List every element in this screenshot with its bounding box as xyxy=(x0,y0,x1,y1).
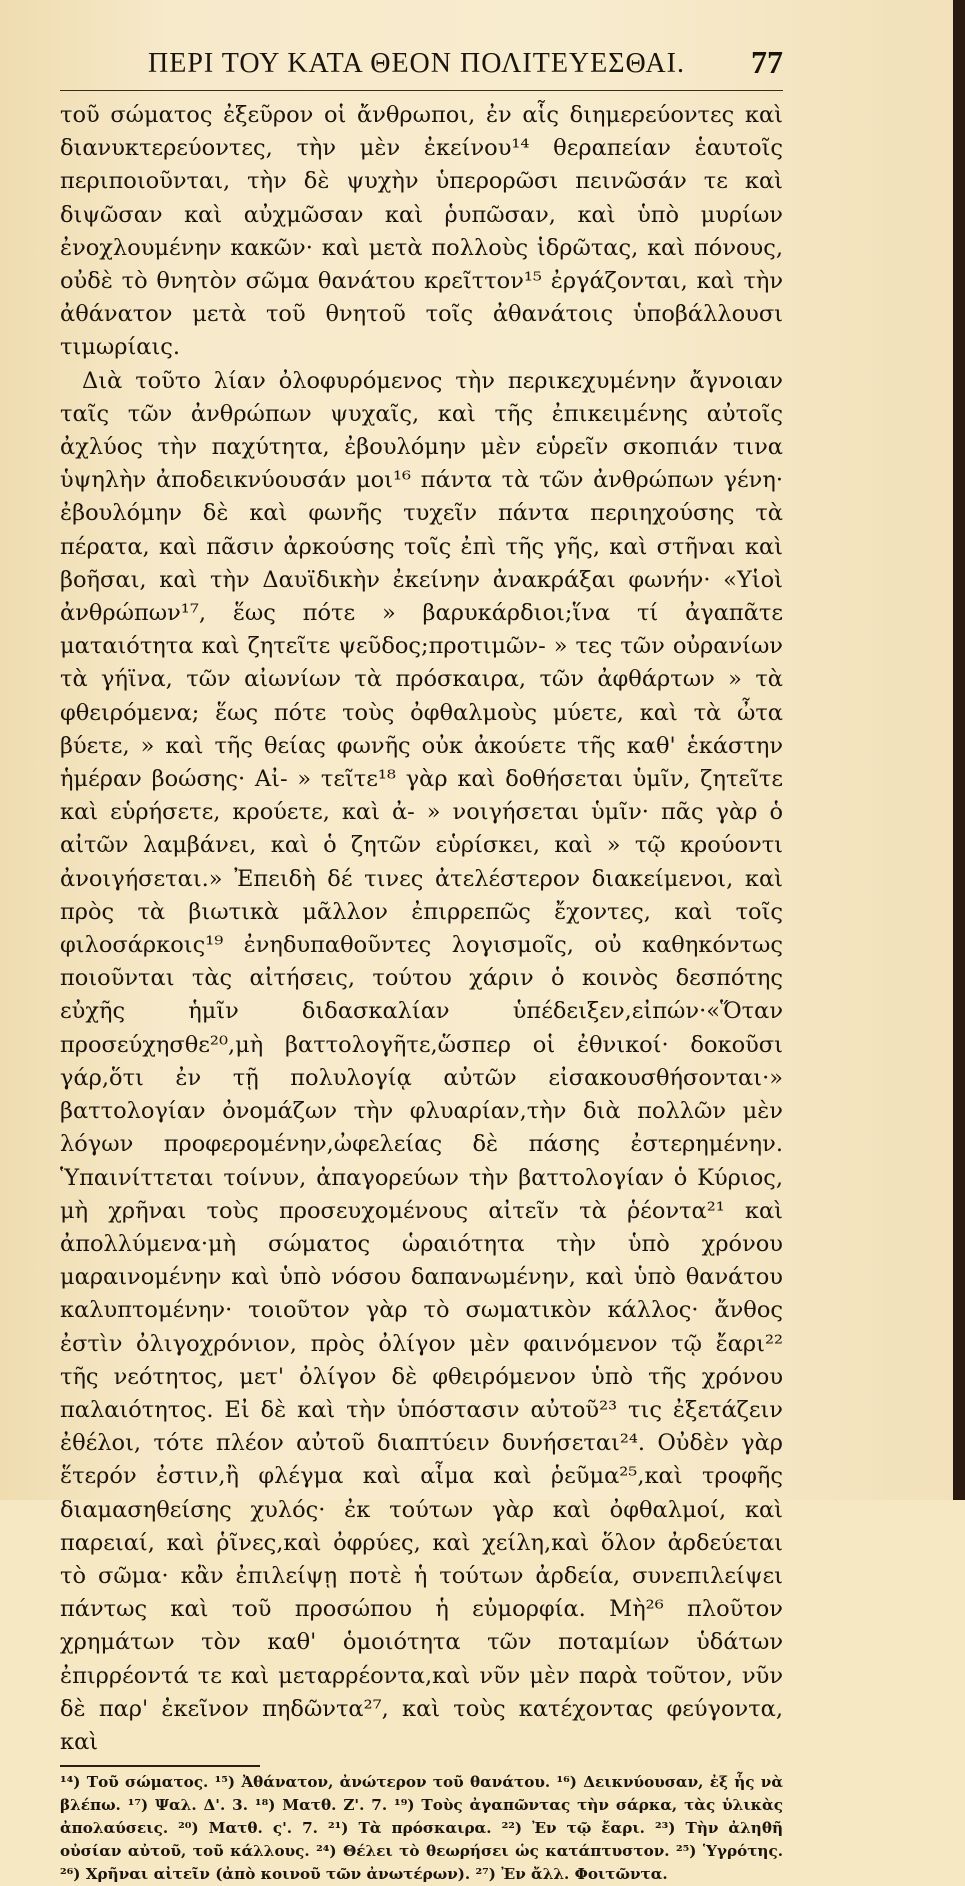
page-header xyxy=(60,38,783,91)
footnotes: ¹⁴) Τοῦ σώματος. ¹⁵) Ἀθάνατον, ἀνώτερον τοῦ θανάτου. ¹⁶) Δεικνύουσαν, ἐξ ἧς νὰ βλέπω. ¹⁷) Ψαλ. Δ'. 3. ¹⁸) Ματθ. Ζ'. 7. ¹⁹) Τοὺς ἀγαπῶντας τὴν σάρκα, τὰς ὑλικὰς ἀπολαύσεις. ²⁰) Ματθ. ς'. 7. ²¹) Τὰ πρόσκαιρα. ²²) Ἐν τῷ ἔαρι. ²³) Τὴν ἀληθῆ οὐσίαν αὐτοῦ, τοῦ κάλλους. ²⁴) Θέλει τὸ θεωρήσει ὡς κατάπτυστον. ²⁵) Ὑγρότης. ²⁶) Χρῆναι αἰτεῖν (ἀπὸ κοινοῦ τῶν ἀνωτέρων). ²⁷) Ἐν ἄλλ. Φοιτῶντα. xyxy=(60,1773,783,1884)
book-spine-edge xyxy=(953,0,965,1500)
paragraph-2: Διὰ τοῦτο λίαν ὀλοφυρόμενος τὴν περικεχυμένην ἄγνοιαν ταῖς τῶν ἀνθρώπων ψυχαῖς, καὶ τῆς ἐπικειμένης αὐτοῖς ἀχλύος τὴν παχύτητα, ἐβουλόμην μὲν εὑρεῖν σκοπιάν τινα ὑψηλὴν ἀποδεικνύουσάν μοι¹⁶ πάντα τὰ τῶν ἀνθρώπων γένη· ἐβουλόμην δὲ καὶ φωνῆς τυχεῖν πάντα περιηχούσης τὰ πέρατα, καὶ πᾶσιν ἀρκούσης τοῖς ἐπὶ τῆς γῆς, καὶ στῆναι καὶ βοῆσαι, καὶ τὴν Δαυϊδικὴν ἐκείνην ἀνακράξαι φωνήν· «Υἱοὶ ἀνθρώπων¹⁷, ἕως πότε » βαρυκάρδιοι;ἵνα τί ἀγαπᾶτε ματαιότητα καὶ ζητεῖτε ψεῦδος;προτιμῶν- » τες τῶν οὐρανίων τὰ γήϊνα, τῶν αἰωνίων τὰ πρόσκαιρα, τῶν ἀφθάρτων » τὰ φθειρόμενα; ἕως πότε τοὺς ὀφθαλμοὺς μύετε, καὶ τὰ ὦτα βύετε, » καὶ τῆς θείας φωνῆς οὐκ ἀκούετε τῆς καθ' ἑκάστην ἡμέραν βοώσης· Αἰ- » τεῖτε¹⁸ γὰρ καὶ δοθήσεται ὑμῖν, ζητεῖτε καὶ εὑρήσετε, κρούετε, καὶ ἀ- » νοιγήσεται ὑμῖν· πᾶς γὰρ ὁ αἰτῶν λαμβάνει, καὶ ὁ ζητῶν εὑρίσκει, καὶ » τῷ κρούοντι ἀνοιγήσεται.» Ἐπειδὴ δέ τινες ἀτελέστερον διακείμενοι, καὶ πρὸς τὰ βιωτικὰ μᾶλλον ἐπιρρεπῶς ἔχοντες, καὶ τοῖς φιλοσάρκοις¹⁹ ἐνηδυπαθοῦντες λογισμοῖς, οὐ καθηκόντως ποιοῦνται τὰς αἰτήσεις, τούτου χάριν ὁ κοινὸς δεσπότης εὐχῆς ἡμῖν διδασκαλίαν ὑπέδειξεν,εἰπών·«Ὅταν προσεύχησθε²⁰,μὴ βαττολογῆτε,ὥσπερ οἱ ἐθνικοί· δοκοῦσι γάρ,ὅτι ἐν τῇ πολυλογίᾳ αὐτῶν εἰσακουσθήσονται·» βαττολογίαν ὀνομάζων τὴν φλυαρίαν,τὴν διὰ πολλῶν μὲν λόγων προφερομένην,ὠφελείας δὲ πάσης ἐστερημένην. Ὑπαινίττεται τοίνυν, ἀπαγορεύων τὴν βαττολογίαν ὁ Κύριος, μὴ χρῆναι τοὺς προσευχομένους αἰτεῖν τὰ ῥέοντα²¹ καὶ ἀπολλύμενα·μὴ σώματος ὡραιότητα τὴν ὑπὸ χρόνου μαραινομένην καὶ ὑπὸ νόσου δαπανωμένην, καὶ ὑπὸ θανάτου καλυπτομένην· τοιοῦτον γὰρ τὸ σωματικὸν κάλλος· ἄνθος ἐστὶν ὀλιγοχρόνιον, πρὸς ὀλίγον μὲν φαινόμενον τῷ ἔαρι²² τῆς νεότητος, μετ' ὀλίγον δὲ φθειρόμενον ὑπὸ τῆς χρόνου παλαιότητος. Εἰ δὲ καὶ τὴν ὑπόστασιν αὐτοῦ²³ τις ἐξετάζειν ἐθέλοι, τότε πλέον αὐτοῦ διαπτύειν δυνήσεται²⁴. Οὐδὲν γὰρ ἕτερόν ἐστιν,ἢ φλέγμα καὶ αἷμα καὶ ῥεῦμα²⁵,καὶ τροφῆς διαμασηθείσης χυλός· ἐκ τούτων γὰρ καὶ ὀφθαλμοί, καὶ παρειαί, καὶ ῥῖνες,καὶ ὀφρύες, καὶ χείλη,καὶ ὅλον ἀρδεύεται τὸ σῶμα· κἂν ἐπιλείψῃ ποτὲ ἡ τούτων ἀρδεία, συνεπιλείψει πάντως καὶ τοῦ προσώπου ἡ εὐμορφία. Μὴ²⁶ πλοῦτον χρημάτων τὸν καθ' ὁμοιότητα τῶν ποταμίων ὑδάτων ἐπιρρέοντά τε καὶ μεταρρέοντα,καὶ νῦν μὲν παρὰ τοῦτον, νῦν δὲ παρ' ἐκεῖνον πηδῶντα²⁷, καὶ τοὺς κατέχοντας φεύγοντα, καὶ xyxy=(60,367,783,1755)
running-head: ΠΕΡΙ ΤΟΥ ΚΑΤΑ ΘΕΟΝ ΠΟΛΙΤΕΥΕΣΘΑΙ. xyxy=(148,48,685,79)
body-text xyxy=(60,99,783,1759)
footnote-rule xyxy=(60,1765,260,1767)
paragraph-1: τοῦ σώματος ἐξεῦρον οἱ ἄνθρωποι, ἐν αἷς διημερεύοντες καὶ διανυκτερεύοντες, τὴν μὲν ἐκείνου¹⁴ θεραπείαν ἑαυτοῖς περιποιοῦνται, τὴν δὲ ψυχὴν ὑπερορῶσι πεινῶσάν τε καὶ διψῶσαν καὶ αὐχμῶσαν καὶ ῥυπῶσαν, καὶ ὑπὸ μυρίων ἐνοχλουμένην κακῶν· καὶ μετὰ πολλοὺς ἱδρῶτας, καὶ πόνους, οὐδὲ τὸ θνητὸν σῶμα θανάτου κρεῖττον¹⁵ ἐργάζονται, καὶ τὴν ἀθάνατον μετὰ τοῦ θνητοῦ τοῖς ἀθανάτοις ὑποβάλλουσι τιμωρίαις. xyxy=(60,102,783,361)
page-number: 77 xyxy=(751,44,783,80)
